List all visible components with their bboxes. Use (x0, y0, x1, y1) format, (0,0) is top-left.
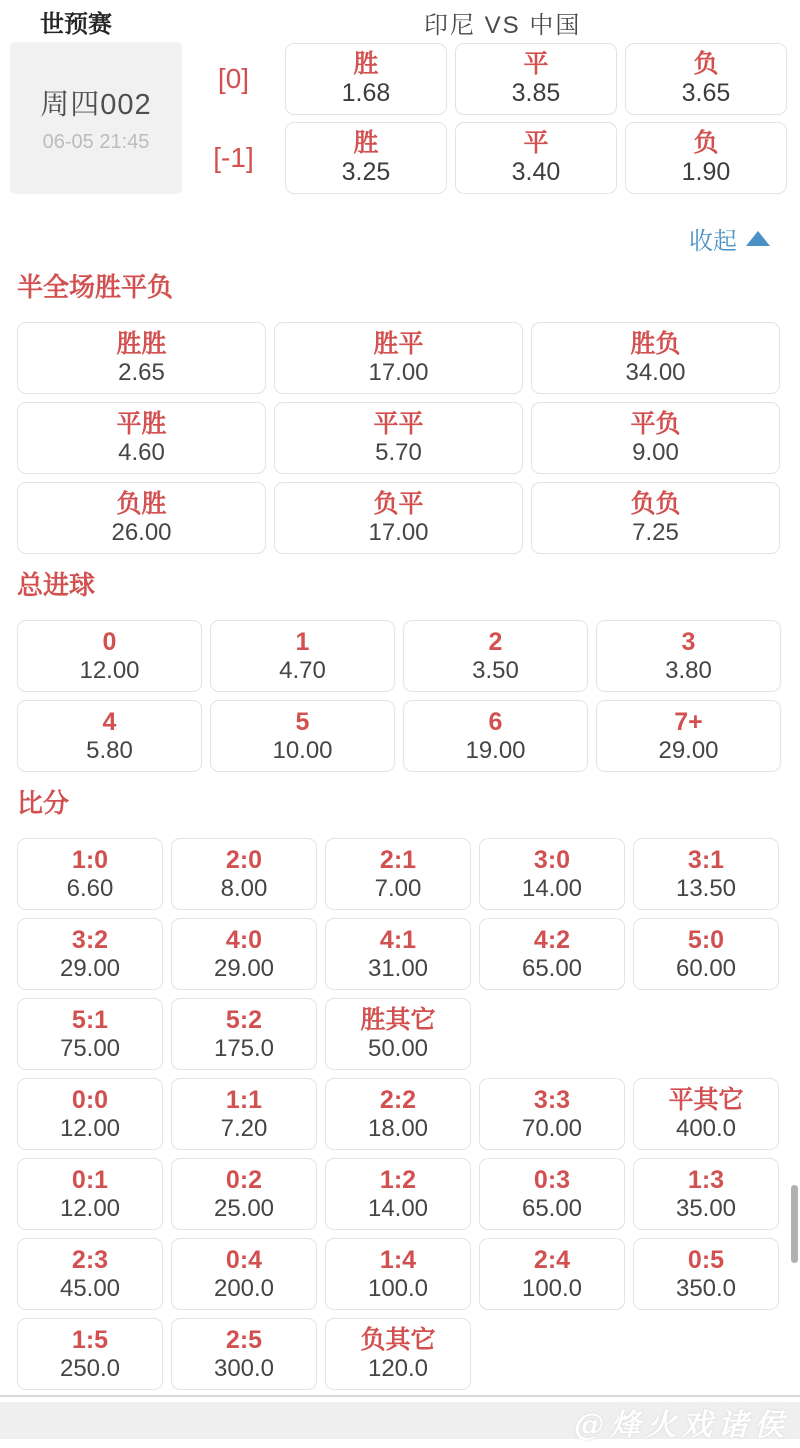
odds-option-label: 0:3 (533, 1165, 571, 1194)
odds-option-label: 2 (488, 627, 503, 656)
odds-cell[interactable] (479, 838, 625, 910)
odds-cell[interactable] (625, 122, 787, 194)
odds-cell[interactable] (325, 1078, 471, 1150)
odds-value: 60.00 (675, 954, 737, 982)
odds-option-label: 3:2 (71, 925, 109, 954)
odds-cell[interactable] (17, 1158, 163, 1230)
section-correct-score (17, 788, 783, 1390)
section-half-full-time-result (17, 272, 783, 554)
odds-option-label: 负 (693, 129, 719, 157)
odds-cell[interactable] (17, 700, 202, 772)
grid-row (17, 1238, 783, 1310)
odds-option-label: 2:2 (379, 1085, 417, 1114)
odds-option-label: 1:3 (687, 1165, 725, 1194)
odds-value: 13.50 (675, 874, 737, 902)
odds-cell[interactable] (633, 918, 779, 990)
odds-value: 7.00 (374, 874, 422, 902)
odds-option-label: 1 (295, 627, 310, 656)
odds-cell[interactable] (171, 998, 317, 1070)
grid-row (17, 918, 783, 990)
odds-value: 12.00 (59, 1194, 121, 1222)
odds-option-label: 1:5 (71, 1325, 109, 1354)
odds-value: 45.00 (59, 1274, 121, 1302)
odds-value: 3.50 (472, 656, 519, 684)
odds-cell[interactable] (17, 998, 163, 1070)
odds-cell[interactable] (17, 838, 163, 910)
odds-option-label: 胜胜 (116, 329, 167, 358)
odds-option-label: 胜平 (373, 329, 424, 358)
odds-grid (17, 620, 783, 772)
handicap-row (0, 122, 800, 194)
odds-cell[interactable] (479, 1078, 625, 1150)
odds-value: 14.00 (521, 874, 583, 902)
odds-value: 29.00 (658, 736, 719, 764)
odds-value: 17.00 (368, 358, 429, 386)
footer-divider (0, 1395, 800, 1397)
odds-option-label: 4:2 (533, 925, 571, 954)
odds-grid (17, 322, 783, 554)
odds-option-label: 3 (681, 627, 696, 656)
grid-row (17, 620, 783, 692)
odds-value: 3.65 (681, 79, 731, 107)
odds-option-label: 6 (488, 707, 503, 736)
main-odds-panel (0, 38, 800, 208)
odds-value: 65.00 (521, 1194, 583, 1222)
page-header (0, 0, 800, 38)
odds-option-label: 胜 (353, 50, 379, 78)
odds-value: 200.0 (213, 1274, 275, 1302)
odds-value: 5.80 (86, 736, 133, 764)
odds-option-label: 0:1 (71, 1165, 109, 1194)
odds-cell[interactable] (325, 918, 471, 990)
odds-cell[interactable] (325, 838, 471, 910)
odds-cell[interactable] (210, 700, 395, 772)
odds-value: 26.00 (111, 518, 172, 546)
odds-cell[interactable] (325, 1158, 471, 1230)
odds-option-label: 平负 (630, 409, 681, 438)
grid-row (17, 322, 783, 394)
odds-value: 34.00 (625, 358, 686, 386)
odds-cell[interactable] (455, 43, 617, 115)
odds-cell[interactable] (633, 1078, 779, 1150)
odds-option-label: 5:2 (225, 1005, 263, 1034)
collapse-row (0, 208, 800, 256)
odds-cell[interactable] (325, 1238, 471, 1310)
handicap-value: [0] (217, 63, 250, 94)
odds-value: 31.00 (367, 954, 429, 982)
odds-cell[interactable] (531, 322, 780, 394)
odds-option-label: 2:1 (379, 845, 417, 874)
watermark: @烽火戏诸侯 (574, 1400, 790, 1448)
odds-cell[interactable] (274, 482, 523, 554)
odds-option-label: 7+ (674, 707, 703, 736)
odds-cell[interactable] (285, 122, 447, 194)
odds-value: 250.0 (59, 1354, 121, 1382)
odds-option-label: 胜负 (630, 329, 681, 358)
odds-value: 175.0 (213, 1034, 275, 1062)
odds-option-label: 0:4 (225, 1245, 263, 1274)
odds-value: 19.00 (465, 736, 526, 764)
odds-cell[interactable] (171, 918, 317, 990)
odds-value: 35.00 (675, 1194, 737, 1222)
odds-option-label: 负 (693, 50, 719, 78)
odds-option-label: 1:1 (225, 1085, 263, 1114)
main-odds-grid (0, 43, 800, 201)
match-datetime: 06-05 21:45 (42, 131, 150, 153)
odds-option-label: 1:0 (71, 845, 109, 874)
odds-value: 4.70 (279, 656, 326, 684)
odds-value: 3.85 (511, 79, 561, 107)
odds-value: 29.00 (213, 954, 275, 982)
odds-value: 100.0 (521, 1274, 583, 1302)
odds-value: 100.0 (367, 1274, 429, 1302)
odds-option-label: 0 (102, 627, 117, 656)
odds-value: 12.00 (79, 656, 140, 684)
odds-option-label: 平胜 (116, 409, 167, 438)
odds-option-label: 5:0 (687, 925, 725, 954)
odds-value: 29.00 (59, 954, 121, 982)
odds-option-label: 2:4 (533, 1245, 571, 1274)
odds-cell[interactable] (17, 402, 266, 474)
scrollbar-thumb[interactable] (791, 1185, 798, 1263)
odds-value: 3.40 (511, 158, 561, 186)
odds-value: 4.60 (118, 438, 165, 466)
odds-value: 14.00 (367, 1194, 429, 1222)
odds-value: 50.00 (367, 1034, 429, 1062)
odds-value: 12.00 (59, 1114, 121, 1142)
grid-row (17, 1318, 783, 1390)
odds-cell[interactable] (596, 700, 781, 772)
match-title: 印尼 VS 中国 (424, 12, 582, 39)
odds-option-label: 2:0 (225, 845, 263, 874)
odds-cell[interactable] (403, 620, 588, 692)
odds-value: 10.00 (272, 736, 333, 764)
odds-cell[interactable] (633, 1238, 779, 1310)
odds-value: 2.65 (118, 358, 165, 386)
section-title: 总进球 (17, 570, 96, 600)
odds-value: 7.20 (220, 1114, 268, 1142)
odds-cell[interactable] (17, 1078, 163, 1150)
odds-option-label: 2:3 (71, 1245, 109, 1274)
section-title: 半全场胜平负 (17, 272, 174, 302)
section-title: 比分 (17, 788, 70, 818)
grid-row (17, 838, 783, 910)
odds-option-label: 负其它 (360, 1325, 436, 1354)
odds-value: 1.90 (681, 158, 731, 186)
odds-cell[interactable] (479, 918, 625, 990)
odds-option-label: 0:2 (225, 1165, 263, 1194)
odds-grid (17, 838, 783, 1390)
odds-option-label: 0:5 (687, 1245, 725, 1274)
odds-cell[interactable] (17, 1318, 163, 1390)
odds-option-label: 胜 (353, 129, 379, 157)
odds-cell[interactable] (210, 620, 395, 692)
league-label: 世预赛 (40, 11, 112, 38)
odds-value: 300.0 (213, 1354, 275, 1382)
odds-cell[interactable] (531, 482, 780, 554)
odds-cell[interactable] (403, 700, 588, 772)
section-total-goals (17, 570, 783, 772)
odds-value: 70.00 (521, 1114, 583, 1142)
odds-option-label: 5:1 (71, 1005, 109, 1034)
odds-value: 25.00 (213, 1194, 275, 1222)
odds-cell[interactable] (171, 838, 317, 910)
odds-option-label: 平 (523, 129, 549, 157)
odds-cell[interactable] (479, 1158, 625, 1230)
odds-value: 3.80 (665, 656, 712, 684)
odds-cell[interactable] (479, 1238, 625, 1310)
odds-cell[interactable] (274, 402, 523, 474)
odds-value: 75.00 (59, 1034, 121, 1062)
odds-value: 1.68 (341, 79, 391, 107)
odds-cell[interactable] (17, 1238, 163, 1310)
odds-option-label: 5 (295, 707, 310, 736)
odds-cell[interactable] (171, 1238, 317, 1310)
grid-row (17, 482, 783, 554)
odds-value: 120.0 (367, 1354, 429, 1382)
odds-value: 5.70 (375, 438, 422, 466)
odds-cell[interactable] (633, 1158, 779, 1230)
odds-option-label: 2:5 (225, 1325, 263, 1354)
odds-cell[interactable] (17, 482, 266, 554)
odds-option-label: 1:4 (379, 1245, 417, 1274)
odds-cell[interactable] (171, 1318, 317, 1390)
odds-value: 18.00 (367, 1114, 429, 1142)
odds-cell[interactable] (625, 43, 787, 115)
odds-option-label: 平其它 (668, 1085, 744, 1114)
odds-option-label: 负胜 (116, 489, 167, 518)
grid-row (17, 998, 783, 1070)
odds-option-label: 4:0 (225, 925, 263, 954)
odds-sections (0, 272, 800, 1390)
odds-value: 17.00 (368, 518, 429, 546)
odds-cell[interactable] (17, 322, 266, 394)
odds-value: 350.0 (675, 1274, 737, 1302)
odds-option-label: 负平 (373, 489, 424, 518)
collapse-label: 收起 (689, 227, 737, 255)
odds-cell[interactable] (325, 1318, 471, 1390)
odds-cell[interactable] (274, 322, 523, 394)
odds-cell[interactable] (633, 838, 779, 910)
odds-option-label: 3:1 (687, 845, 725, 874)
odds-option-label: 4 (102, 707, 117, 736)
triangle-up-icon (746, 231, 770, 246)
odds-option-label: 3:3 (533, 1085, 571, 1114)
odds-value: 65.00 (521, 954, 583, 982)
grid-row (17, 1158, 783, 1230)
odds-option-label: 1:2 (379, 1165, 417, 1194)
odds-value: 400.0 (675, 1114, 737, 1142)
odds-option-label: 4:1 (379, 925, 417, 954)
collapse-link[interactable] (689, 221, 770, 256)
odds-option-label: 负负 (630, 489, 681, 518)
odds-value: 9.00 (632, 438, 679, 466)
odds-option-label: 平平 (373, 409, 424, 438)
odds-value: 8.00 (220, 874, 268, 902)
odds-cell[interactable] (171, 1078, 317, 1150)
odds-cell[interactable] (17, 918, 163, 990)
odds-option-label: 胜其它 (360, 1005, 436, 1034)
odds-cell[interactable] (17, 620, 202, 692)
grid-row (17, 700, 783, 772)
odds-cell[interactable] (171, 1158, 317, 1230)
odds-value: 3.25 (341, 158, 391, 186)
odds-option-label: 0:0 (71, 1085, 109, 1114)
match-number: 周四002 (40, 89, 152, 121)
grid-row (17, 402, 783, 474)
odds-cell[interactable] (531, 402, 780, 474)
odds-option-label: 平 (523, 50, 549, 78)
odds-option-label: 3:0 (533, 845, 571, 874)
odds-cell[interactable] (325, 998, 471, 1070)
handicap-row (0, 43, 800, 115)
odds-value: 7.25 (632, 518, 679, 546)
handicap-value: [-1] (213, 142, 254, 173)
odds-cell[interactable] (285, 43, 447, 115)
odds-cell[interactable] (596, 620, 781, 692)
odds-value: 6.60 (66, 874, 114, 902)
grid-row (17, 1078, 783, 1150)
odds-cell[interactable] (455, 122, 617, 194)
